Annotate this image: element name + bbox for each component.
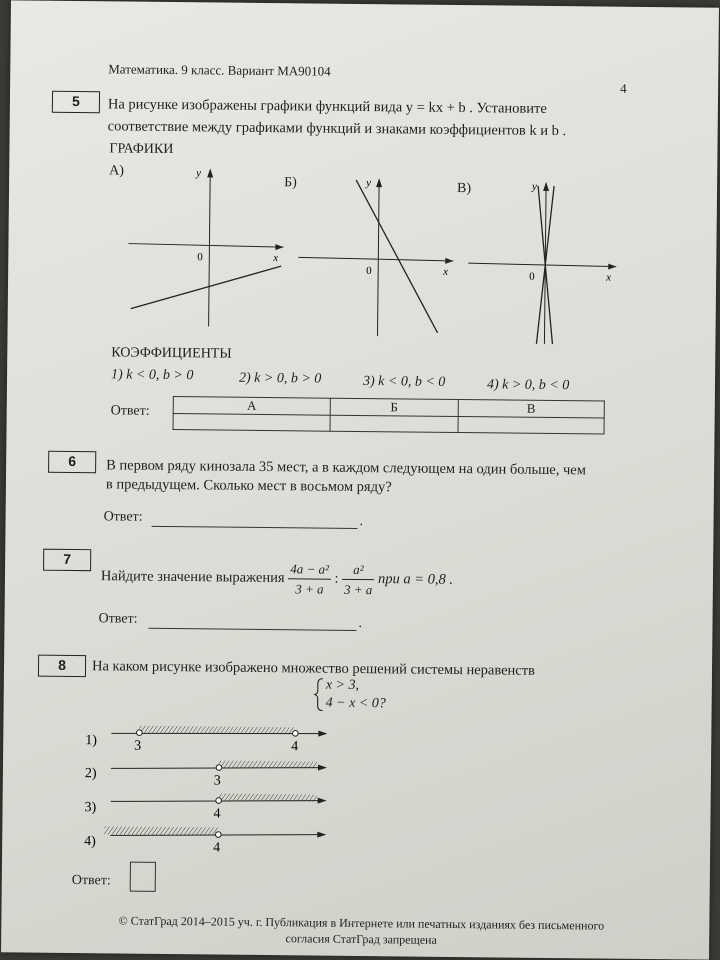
graph-b-label: Б) bbox=[284, 175, 297, 191]
task-7-expression bbox=[101, 557, 454, 600]
task-7-number: 7 bbox=[43, 549, 91, 572]
option-3-label[interactable]: 3) bbox=[84, 800, 97, 816]
task-5-answer-label: Ответ: bbox=[110, 403, 150, 419]
task-7-answer-label: Ответ: bbox=[98, 611, 138, 627]
graph-c-label: В) bbox=[456, 181, 472, 197]
page-number: 4 bbox=[620, 80, 627, 96]
graph-b-x-arrow bbox=[445, 258, 453, 264]
answer-cell-c[interactable] bbox=[458, 417, 604, 435]
task-6-number: 6 bbox=[48, 451, 96, 474]
option-3-tick-4: 4 bbox=[213, 806, 221, 822]
graph-b-y-arrow bbox=[376, 178, 382, 187]
coef-option-3: 3) k < 0, b < 0 bbox=[362, 374, 446, 390]
coef-option-2: 2) k > 0, b > 0 bbox=[238, 370, 322, 387]
system-brace bbox=[314, 678, 324, 712]
task-5-line-1: На рисунке изображены графики функций вида y = kx + b . Установите bbox=[107, 96, 547, 117]
graph-b-y-label: y bbox=[366, 177, 372, 190]
graph-a-y-arrow bbox=[207, 168, 213, 177]
graph-b-origin: 0 bbox=[366, 265, 372, 278]
worksheet-page bbox=[1, 0, 719, 959]
system-inequality-1: x > 3, bbox=[325, 677, 360, 694]
option-2-point-3 bbox=[216, 765, 222, 771]
graph-b-x-label: x bbox=[443, 265, 449, 278]
graph-a-label: А) bbox=[109, 163, 125, 179]
number-line-options bbox=[72, 719, 343, 862]
graph-c-y-arrow bbox=[543, 182, 549, 191]
graph-b-x-axis bbox=[298, 257, 453, 261]
option-2-label[interactable]: 2) bbox=[84, 766, 97, 782]
fraction-2-denominator: 3 + a bbox=[343, 581, 373, 598]
task-7-answer-end: . bbox=[358, 615, 363, 632]
option-3-point-4 bbox=[216, 798, 222, 804]
option-1-label[interactable]: 1) bbox=[85, 733, 98, 749]
task-5-answer-table bbox=[173, 396, 605, 435]
fraction-1-denominator: 3 + a bbox=[295, 581, 324, 597]
task-6-line-1: В первом ряду кинозала 35 мест, а в каждом следующем на один больше, чем bbox=[106, 457, 587, 479]
option-3-arrow bbox=[318, 798, 327, 804]
footer-line-2: согласия СтатГрад запрещена bbox=[285, 931, 437, 947]
division-sign: : bbox=[334, 570, 339, 587]
footer-line-1: © СтатГрад 2014–2015 уч. г. Публикация в Интернете или печатных изданиях без письменного bbox=[118, 913, 605, 933]
coef-option-4: 4) k > 0, b < 0 bbox=[486, 377, 570, 394]
task-6-line-2: в предыдущем. Сколько мест в восьмом ряду? bbox=[105, 476, 392, 496]
option-4-hatch bbox=[104, 826, 218, 835]
coefficients-heading: КОЭФФИЦИЕНТЫ bbox=[111, 345, 232, 362]
task-5-number: 5 bbox=[52, 91, 100, 114]
graph-a-x-arrow bbox=[275, 244, 283, 250]
graph-a-x-axis bbox=[128, 244, 283, 248]
task-7-text: Найдите значение выражения bbox=[100, 568, 285, 587]
graph-b-function-line bbox=[355, 180, 440, 333]
table-header-a: А bbox=[173, 397, 330, 416]
graph-c-x-label: x bbox=[606, 271, 612, 284]
option-2-tick-3: 3 bbox=[213, 773, 221, 789]
graph-c-y-label: y bbox=[532, 180, 538, 193]
option-1-tick-4: 4 bbox=[291, 739, 299, 755]
graph-c bbox=[462, 177, 624, 349]
answer-cell-b[interactable] bbox=[330, 415, 458, 432]
task-7-tail: при a = 0,8 . bbox=[377, 571, 454, 588]
fraction-2 bbox=[342, 560, 375, 599]
option-4-label[interactable]: 4) bbox=[84, 834, 96, 850]
task-6-answer-label: Ответ: bbox=[103, 509, 143, 525]
graph-a-origin: 0 bbox=[197, 251, 203, 264]
graph-c-x-axis bbox=[468, 263, 616, 267]
table-header-c: В bbox=[458, 400, 604, 419]
task-5-line-2: соответствие между графиками функций и знаками коэффициентов k и b . bbox=[107, 118, 567, 140]
graph-c-x-arrow bbox=[608, 264, 616, 270]
task-8-answer-box[interactable] bbox=[130, 862, 156, 892]
task-7-answer-line[interactable] bbox=[148, 628, 356, 631]
option-4-tick-4: 4 bbox=[213, 840, 221, 856]
option-1-point-3 bbox=[137, 730, 143, 736]
option-4-arrow bbox=[317, 832, 326, 838]
task-6-answer-end: . bbox=[359, 513, 364, 530]
graphs-heading: ГРАФИКИ bbox=[109, 141, 174, 158]
option-1-point-4 bbox=[293, 731, 299, 737]
option-4-point-4 bbox=[215, 832, 221, 838]
coef-option-1: 1) k < 0, b > 0 bbox=[111, 367, 194, 384]
graph-b bbox=[292, 173, 459, 340]
page-header-title: Математика. 9 класс. Вариант МА90104 bbox=[108, 61, 331, 79]
graph-a-y-axis bbox=[209, 172, 211, 326]
graph-a-function-line bbox=[131, 265, 281, 311]
option-3-hatch bbox=[219, 794, 317, 802]
graph-a-x-label: x bbox=[273, 252, 279, 265]
system-inequality-2: 4 − x < 0? bbox=[325, 695, 386, 712]
option-2-arrow bbox=[318, 765, 327, 771]
fraction-1-numerator: 4a − a² bbox=[288, 559, 331, 579]
graph-c-origin: 0 bbox=[529, 270, 535, 283]
graph-a-y-label: y bbox=[196, 167, 202, 180]
task-6-answer-line[interactable] bbox=[151, 526, 357, 529]
option-1-arrow bbox=[318, 731, 327, 737]
option-2-hatch bbox=[219, 761, 317, 769]
table-header-b: Б bbox=[330, 398, 458, 416]
fraction-2-numerator: a² bbox=[342, 560, 374, 580]
graph-a bbox=[123, 164, 290, 331]
task-8-answer-label: Ответ: bbox=[71, 873, 111, 889]
option-1-tick-3: 3 bbox=[134, 738, 142, 754]
fraction-1 bbox=[288, 559, 331, 598]
task-8-number: 8 bbox=[38, 655, 86, 678]
task-8-text: На каком рисунке изображено множество решений системы неравенств bbox=[91, 658, 536, 679]
answer-cell-a[interactable] bbox=[173, 414, 330, 432]
